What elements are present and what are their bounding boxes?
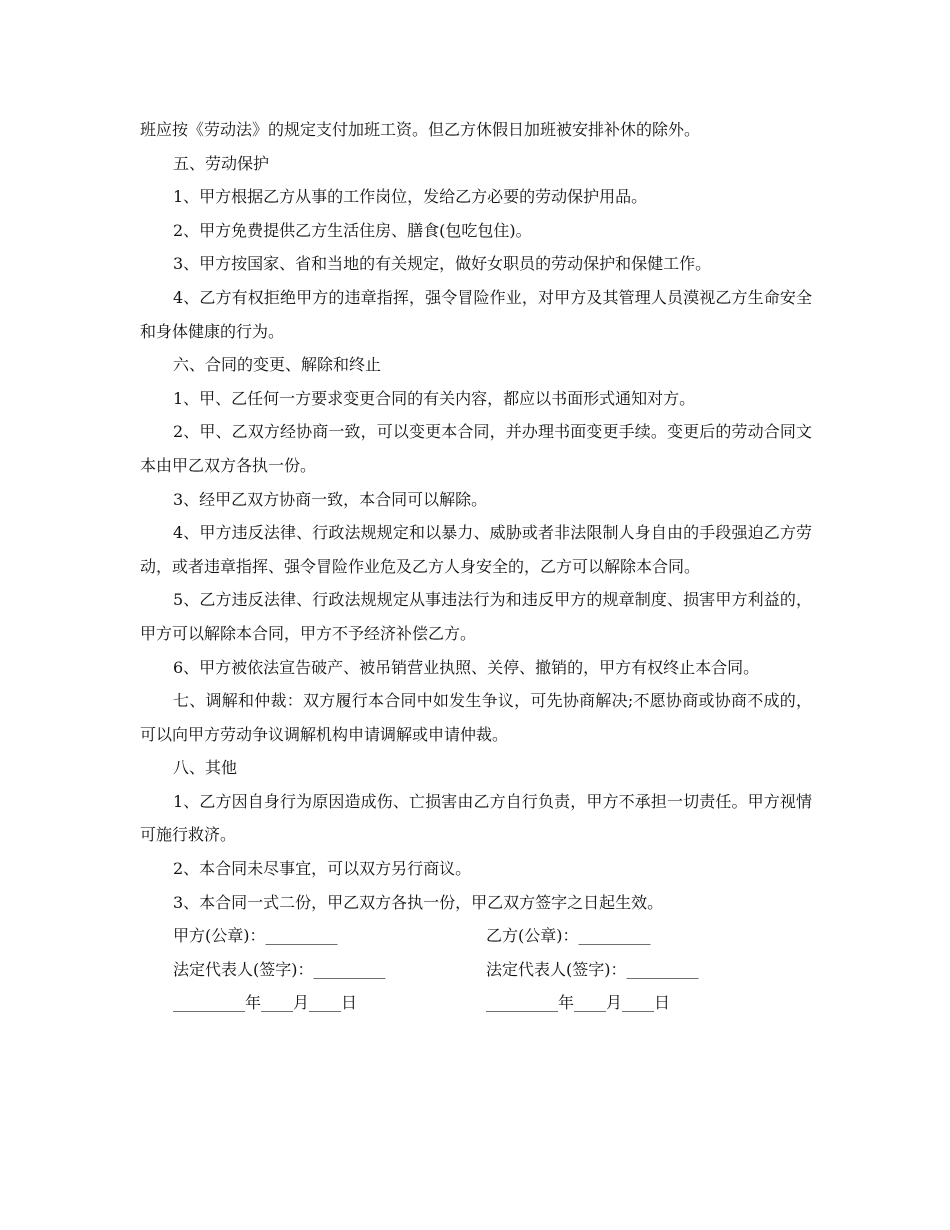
signature-row-representative [140, 953, 812, 987]
party-a-representative-line: 法定代表人(签字)：_________ [173, 959, 386, 979]
paragraph-4: 3、甲方按国家、省和当地的有关规定，做好女职员的劳动保护和保健工作。 [173, 254, 712, 274]
section-heading-contract-changes: 六、合同的变更、解除和终止 [173, 355, 382, 375]
party-b-date-line: _________年____月____日 [486, 993, 671, 1013]
paragraph-8: 2、甲、乙双方经协商一致，可以变更本合同，并办理书面变更手续。变更后的劳动合同文本由甲乙双方各执一份。 [140, 422, 812, 475]
document-page [140, 113, 812, 1020]
paragraph-5: 4、乙方有权拒绝甲方的违章指挥，强令冒险作业，对甲方及其管理人员漠视乙方生命安全和身体健康的行为。 [140, 287, 812, 341]
party-b-representative-line: 法定代表人(签字)：_________ [486, 959, 699, 979]
section-heading-other: 八、其他 [173, 758, 238, 778]
paragraph-2: 1、甲方根据乙方从事的工作岗位，发给乙方必要的劳动保护用品。 [173, 187, 648, 207]
paragraph-11: 5、乙方违反法律、行政法规规定从事违法行为和违反甲方的规章制度、损害甲方利益的，甲方可以解除本合同，甲方不予经济补偿乙方。 [140, 590, 812, 643]
paragraph-3: 2、甲方免费提供乙方生活住房、膳食(包吃包住)。 [173, 220, 532, 240]
signature-block [140, 919, 812, 1020]
paragraph-16: 2、本合同未尽事宜，可以双方另行商议。 [173, 859, 472, 879]
party-a-date-line: _________年____月____日 [173, 993, 358, 1013]
signature-row-seal [140, 919, 812, 953]
paragraph-12: 6、甲方被依法宣告破产、被吊销营业执照、关停、撤销的，甲方有权终止本合同。 [173, 657, 760, 677]
section-heading-mediation: 七、调解和仲裁：双方履行本合同中如发生争议，可先协商解决;不愿协商或协商不成的，可以向甲方劳动争议调解机构申请调解或申请仲裁。 [140, 691, 812, 744]
paragraph-10: 4、甲方违反法律、行政法规规定和以暴力、威胁或者非法限制人身自由的手段强迫乙方劳动，或者违章指挥、强令冒险作业危及乙方人身安全的，乙方可以解除本合同。 [140, 523, 812, 576]
signature-row-date [140, 986, 812, 1020]
paragraph-15: 1、乙方因自身行为原因造成伤、亡损害由乙方自行负责，甲方不承担一切责任。甲方视情可施行救济。 [140, 791, 812, 845]
paragraph-7: 1、甲、乙任何一方要求变更合同的有关内容，都应以书面形式通知对方。 [173, 388, 696, 408]
party-a-seal-line: 甲方(公章)：_________ [173, 926, 338, 946]
party-b-seal-line: 乙方(公章)：_________ [486, 926, 651, 946]
paragraph-9: 3、经甲乙双方协商一致，本合同可以解除。 [173, 489, 488, 509]
section-heading-labor-protection: 五、劳动保护 [173, 153, 270, 173]
paragraph-0: 班应按《劳动法》的规定支付加班工资。但乙方休假日加班被安排补休的除外。 [140, 120, 701, 139]
paragraph-17: 3、本合同一式二份，甲乙双方各执一份，甲乙双方签字之日起生效。 [173, 892, 664, 912]
contract-body [140, 113, 812, 919]
